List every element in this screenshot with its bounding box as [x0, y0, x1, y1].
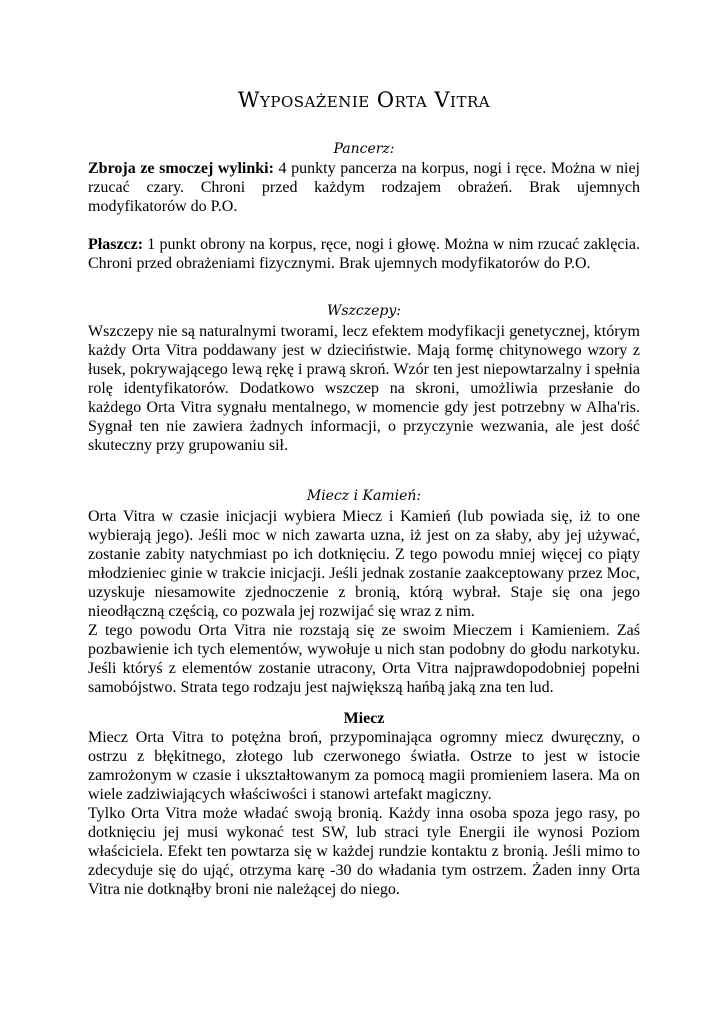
wszczepy-text: Wszczepy nie są naturalnymi tworami, lecz efektem modyfikacji genetycznej, którym każdy Orta Vitra poddawany jest w dzieciństwie. Mają formę chitynowego wzory z łusek, pokrywającego lewą rękę i prawą skroń. Wzór ten jest niepowtarzalny i spełnia rolę identyfikatorów. Dodatkowo wszczep na skroni, umożliwia przesłanie do każdego Orta Vitra sygnału mentalnego, w momencie gdy jest potrzebny w Alha'ris. Sygnał ten nie zawiera żadnych informacji, o przyczynie wezwania, ale jest dość skuteczny przy grupowaniu sił. — [88, 323, 640, 454]
heading-pancerz: Pancerz: — [333, 141, 395, 157]
miecz-i-kamien-paragraph: Orta Vitra w czasie inicjacji wybiera Miecz i Kamień (lub powiada się, iż to one wybierają jego). Jeśli moc w nich zawarta uzna, iż jest on za słaby, aby jej używać, zostanie zabity natychmiast po ich dotknięciu. Z tego powodu mniej więcej co piąty młodzieniec ginie w trakcie inicjacji. Jeśli jednak zostanie zaakceptowany przez Moc, uzyskuje niesamowite zjednoczenie z bronią, którą wybrał. Staje się ona jego nieodłączną częścią, co pozwala jej rozwijać się wraz z nim. — [88, 508, 640, 620]
document-title: Wyposażenie Orta Vitra — [237, 88, 491, 112]
section-wszczepy — [88, 303, 640, 455]
armor-item-text: 1 punkt obrony na korpus, ręce, nogi i głowę. Można w nim rzucać zaklęcia. Chroni przed obrażeniami fizycznymi. Brak ujemnych modyfikatorów do P.O. — [88, 236, 640, 272]
armor-item-zbroja — [88, 159, 640, 216]
miecz-paragraph: Tylko Orta Vitra może władać swoją bronią. Każdy inna osoba spoza jego rasy, po dotknięciu jej musi wykonać test SW, lub straci tyle Energii ile wynosi Poziom właściciela. Efekt ten powtarza się w każdej rundzie kontaktu z bronią. Jeśli mimo to zdecyduje się do ująć, otrzyma karę -30 do władania tym ostrzem. Żaden inny Orta Vitra nie dotknąłby broni nie należącej do niego. — [88, 805, 640, 898]
section-miecz — [88, 709, 640, 899]
miecz-paragraph: Miecz Orta Vitra to potężna broń, przypominająca ogromny miecz dwuręczny, o ostrzu z błękitnego, złotego lub czerwonego światła. Ostrze to jest w istocie zamrożonym w czasie i ukształtowanym za pomocą magii promieniem lasera. Ma on wiele zadziwiających właściwości i stanowi artefakt magiczny. — [88, 729, 640, 803]
armor-item-label: Zbroja ze smoczej wylinki: — [88, 160, 274, 177]
heading-miecz: Miecz — [343, 710, 385, 727]
armor-item-text: 4 punkty pancerza na korpus, nogi i ręce. Można w niej rzucać czary. Chroni przed każdym rodzajem obrażeń. Brak ujemnych modyfikatorów do P.O. — [88, 160, 641, 215]
armor-item-plaszcz — [88, 235, 640, 273]
heading-wszczepy: Wszczepy: — [326, 303, 402, 319]
armor-item-label: Płaszcz: — [88, 236, 144, 253]
heading-miecz-i-kamien: Miecz i Kamień: — [306, 488, 422, 504]
miecz-i-kamien-paragraph: Z tego powodu Orta Vitra nie rozstają się ze swoim Mieczem i Kamieniem. Zaś pozbawienie ich tych elementów, wywołuje u nich stan podobny do głodu narkotyku. Jeśli któryś z elementów zostanie utracony, Orta Vitra najprawdopodobniej popełni samobójstwo. Strata tego rodzaju jest największą hańbą jaką zna ten lud. — [88, 622, 640, 696]
section-miecz-i-kamien — [88, 488, 640, 697]
section-pancerz — [88, 141, 640, 273]
